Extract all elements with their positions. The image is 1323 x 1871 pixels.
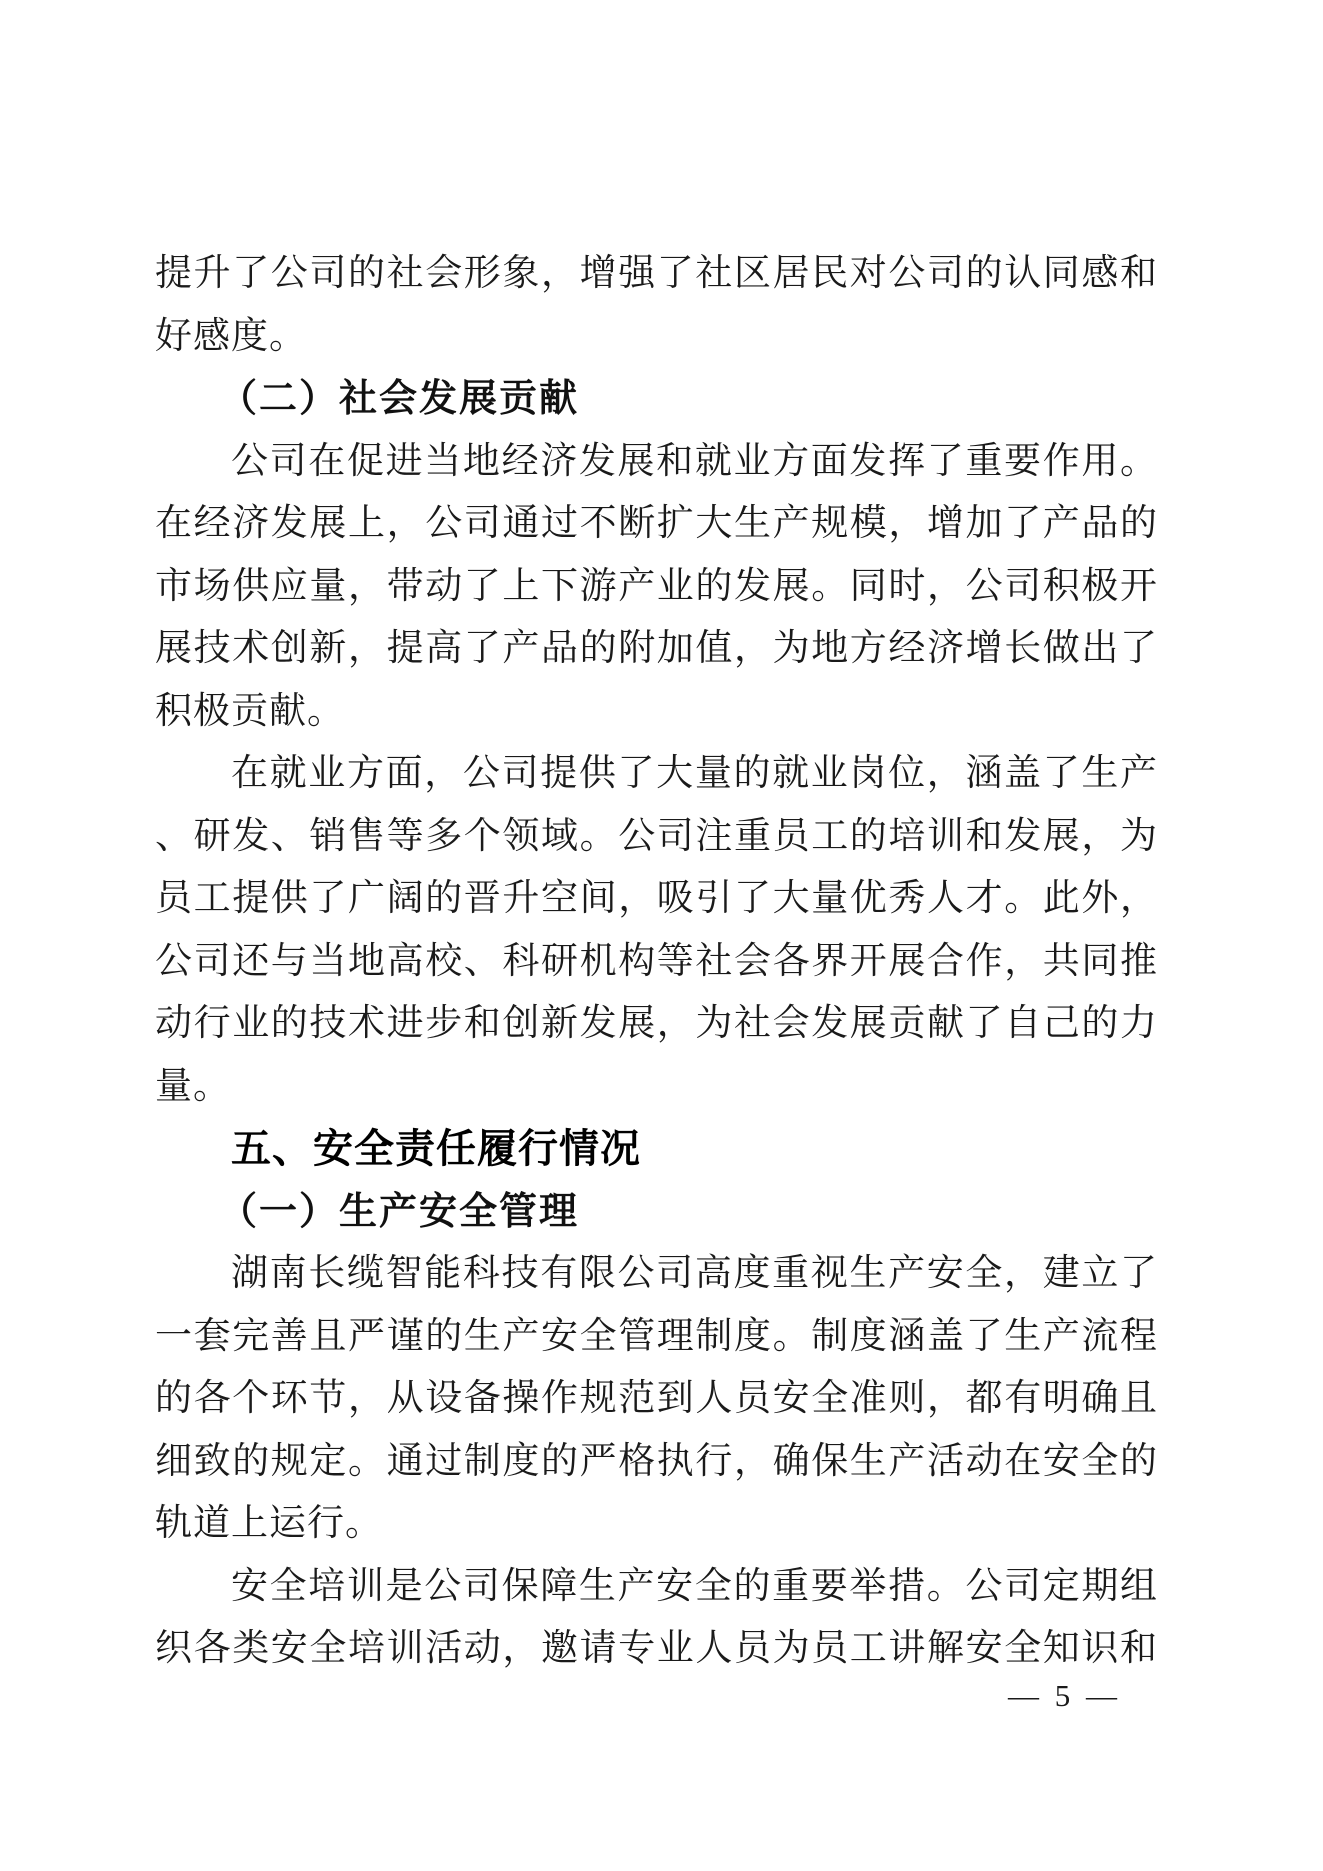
text-line: 织各类安全培训活动，邀请专业人员为员工讲解安全知识和 <box>155 1628 1157 1669</box>
paragraph <box>155 1556 1157 1681</box>
paragraph <box>155 1243 1157 1556</box>
subsection-heading: （一）生产安全管理 <box>219 1190 580 1233</box>
text-line: 轨道上运行。 <box>155 1503 383 1544</box>
text-line: 在经济发展上，公司通过不断扩大生产规模，增加了产品的 <box>155 503 1157 544</box>
text-line: 公司在促进当地经济发展和就业方面发挥了重要作用。 <box>231 440 1157 482</box>
subsection-heading: （二）社会发展贡献 <box>219 378 580 420</box>
text-line: 动行业的技术进步和创新发展，为社会发展贡献了自己的力 <box>155 1003 1157 1044</box>
text-line: 好感度。 <box>155 315 307 357</box>
text-line: 展技术创新，提高了产品的附加值，为地方经济增长做出了 <box>155 628 1157 669</box>
text-line: 量。 <box>155 1065 231 1107</box>
text-line: 公司还与当地高校、科研机构等社会各界开展合作，共同推 <box>155 940 1157 982</box>
text-line: 湖南长缆智能科技有限公司高度重视生产安全，建立了 <box>231 1253 1157 1294</box>
text-line: 、研发、销售等多个领域。公司注重员工的培训和发展，为 <box>155 815 1157 857</box>
page-number: — 5 — <box>1008 1678 1121 1713</box>
paragraph <box>155 243 1157 368</box>
text-line: 一套完善且严谨的生产安全管理制度。制度涵盖了生产流程 <box>155 1315 1157 1357</box>
text-line: 细致的规定。通过制度的严格执行，确保生产活动在安全的 <box>155 1440 1157 1482</box>
section-heading: 五、安全责任履行情况 <box>231 1127 641 1171</box>
text-line: 的各个环节，从设备操作规范到人员安全准则，都有明确且 <box>155 1378 1157 1419</box>
text-line: 市场供应量，带动了上下游产业的发展。同时，公司积极开 <box>155 565 1157 607</box>
text-line: 提升了公司的社会形象，增强了社区居民对公司的认同感和 <box>155 253 1157 294</box>
text-line: 积极贡献。 <box>155 690 345 732</box>
paragraph <box>155 743 1157 1118</box>
text-line: 安全培训是公司保障生产安全的重要举措。公司定期组 <box>231 1565 1157 1607</box>
paragraph <box>155 431 1157 744</box>
text-line: 在就业方面，公司提供了大量的就业岗位，涵盖了生产 <box>231 753 1157 794</box>
document-content <box>155 243 1157 1681</box>
text-line: 员工提供了广阔的晋升空间，吸引了大量优秀人才。此外， <box>155 878 1157 919</box>
